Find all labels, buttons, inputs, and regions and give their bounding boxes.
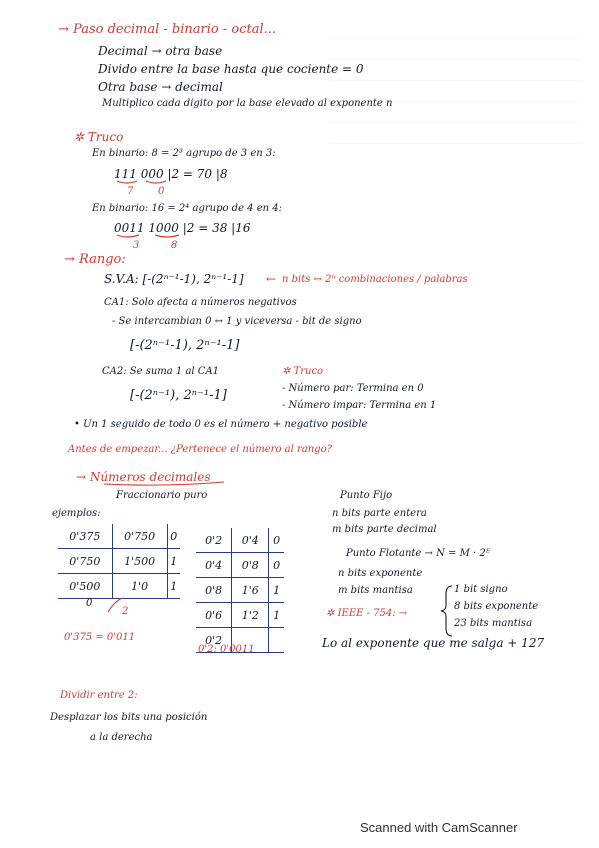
asterisk-icon: ✲ [74,130,88,144]
table-cell: 0'4 [196,553,232,578]
numeros-fraccionario: Fraccionario puro [116,490,208,501]
truco-hex-digit: 3 [133,240,140,251]
rango-bullet: • Un 1 seguido de todo 0 es el número + negativo posible [74,419,368,430]
table-cell: 1'500 [112,549,167,574]
flotante-mantisa: m bits mantisa [338,585,413,596]
table-cell: 0'500 [58,574,112,599]
table-cell: 0'750 [112,524,167,549]
truco-bin-hex-eq: 0011 1000 |2 = 38 |16 [114,221,251,235]
rango-sva: S.V.A: [-(2ⁿ⁻¹-1), 2ⁿ⁻¹-1] [104,272,244,286]
table1-zero: 0 [86,598,93,609]
punto-fijo-title: Punto Fijo [340,490,393,501]
rango-ca1: CA1: Solo afecta a números negativos [104,297,297,308]
ieee-item: 1 bit signo [454,584,508,595]
table-cell: 1 [170,579,178,593]
table-cell: 1'0 [112,574,167,599]
truco-bin-octal: En binario: 8 = 2³ agrupo de 3 en 3: [92,148,276,159]
table-cell: 0'750 [58,549,112,574]
table-cell: 0'2 [196,528,232,553]
ieee-label: ✲ IEEE - 754: → [326,608,408,619]
table-cell: 0'2 [196,628,232,653]
paso-line-2: Divido entre la base hasta que cociente = 0 [98,62,364,76]
table-cell: 0'375 [58,524,112,549]
table-cell: 0'8 [232,553,269,578]
rango-truco-impar: - Número impar: Termina en 1 [282,400,437,411]
rango-truco-title: ✲ Truco [282,366,324,377]
exponent-note: Lo al exponente que me salga + 127 [322,636,545,650]
rango-ca1-range: [-(2ⁿ⁻¹-1), 2ⁿ⁻¹-1] [130,338,240,353]
arrow-left-icon: ← [266,272,277,286]
dividir-title: Dividir entre 2: [60,690,138,701]
scanner-watermark: Scanned with CamScanner [360,820,518,835]
result-375: 0'375 = 0'011 [64,632,136,643]
punto-fijo-decimal: m bits parte decimal [332,524,437,535]
truco-hex-digit: 8 [171,240,178,251]
table-cell: 0 [273,558,281,572]
table-cell: 0'6 [196,603,232,628]
flotante-exponente: n bits exponente [338,568,423,579]
table-cell: 1'6 [232,578,269,603]
ieee-item: 8 bits exponente [454,601,539,612]
rango-question: Antes de empezar... ¿Pertenece el número al rango? [68,444,332,455]
asterisk-icon: ✲ [326,608,338,619]
punto-flotante: Punto Flotante → N = M · 2ᴱ [346,548,491,559]
table-cell: 1 [170,554,178,568]
truco-bin-hex: En binario: 16 = 2⁴ agrupo de 4 en 4: [92,203,282,214]
numeros-title: → Números decimales [76,470,211,484]
table-cell: 0'4 [232,528,269,553]
table-cell: 1 [273,583,281,597]
paso-line-4: Multiplico cada digito por la base elevado al exponente n [102,98,393,109]
rango-sva-note: n bits ↔ 2ⁿ combinaciones / palabras [282,274,468,285]
rango-truco-par: - Número par: Termina en 0 [282,383,424,394]
table-cell: 0 [273,533,281,547]
table-cell: 0'8 [196,578,232,603]
table-cell: 0 [170,529,178,543]
truco-octal-digit: 7 [127,186,134,197]
numeros-ejemplos: ejemplos: [52,508,101,519]
punto-fijo-entera: n bits parte entera [332,508,427,519]
dividir-line-2: a la derecha [90,732,153,743]
asterisk-icon: ✲ [282,366,294,377]
dividir-line-1: Desplazar los bits una posición [50,712,208,723]
truco-octal-digit: 0 [158,186,165,197]
truco-title: ✲ Truco [74,130,124,144]
paso-line-3: Otra base → decimal [98,80,223,94]
rango-ca2-range: [-(2ⁿ⁻¹), 2ⁿ⁻¹-1] [130,388,227,403]
truco-bin-octal-eq: 111 000 |2 = 70 |8 [114,167,228,181]
paso-line-1: Decimal → otra base [98,44,223,58]
rango-title: → Rango: [64,252,126,267]
ieee-item: 23 bits mantisa [454,618,533,629]
section-title-paso: → Paso decimal - binario - octal... [58,22,277,37]
result-02: 0'2: 0'0011 [198,644,255,655]
table1-note: 2 [122,606,129,617]
rango-ca2: CA2: Se suma 1 al CA1 [102,366,220,377]
rango-ca1-sub: - Se intercambian 0 ↔ 1 y viceversa - bit de signo [112,316,362,327]
table-cell: 1 [273,608,281,622]
table-cell: 1'2 [232,603,269,628]
